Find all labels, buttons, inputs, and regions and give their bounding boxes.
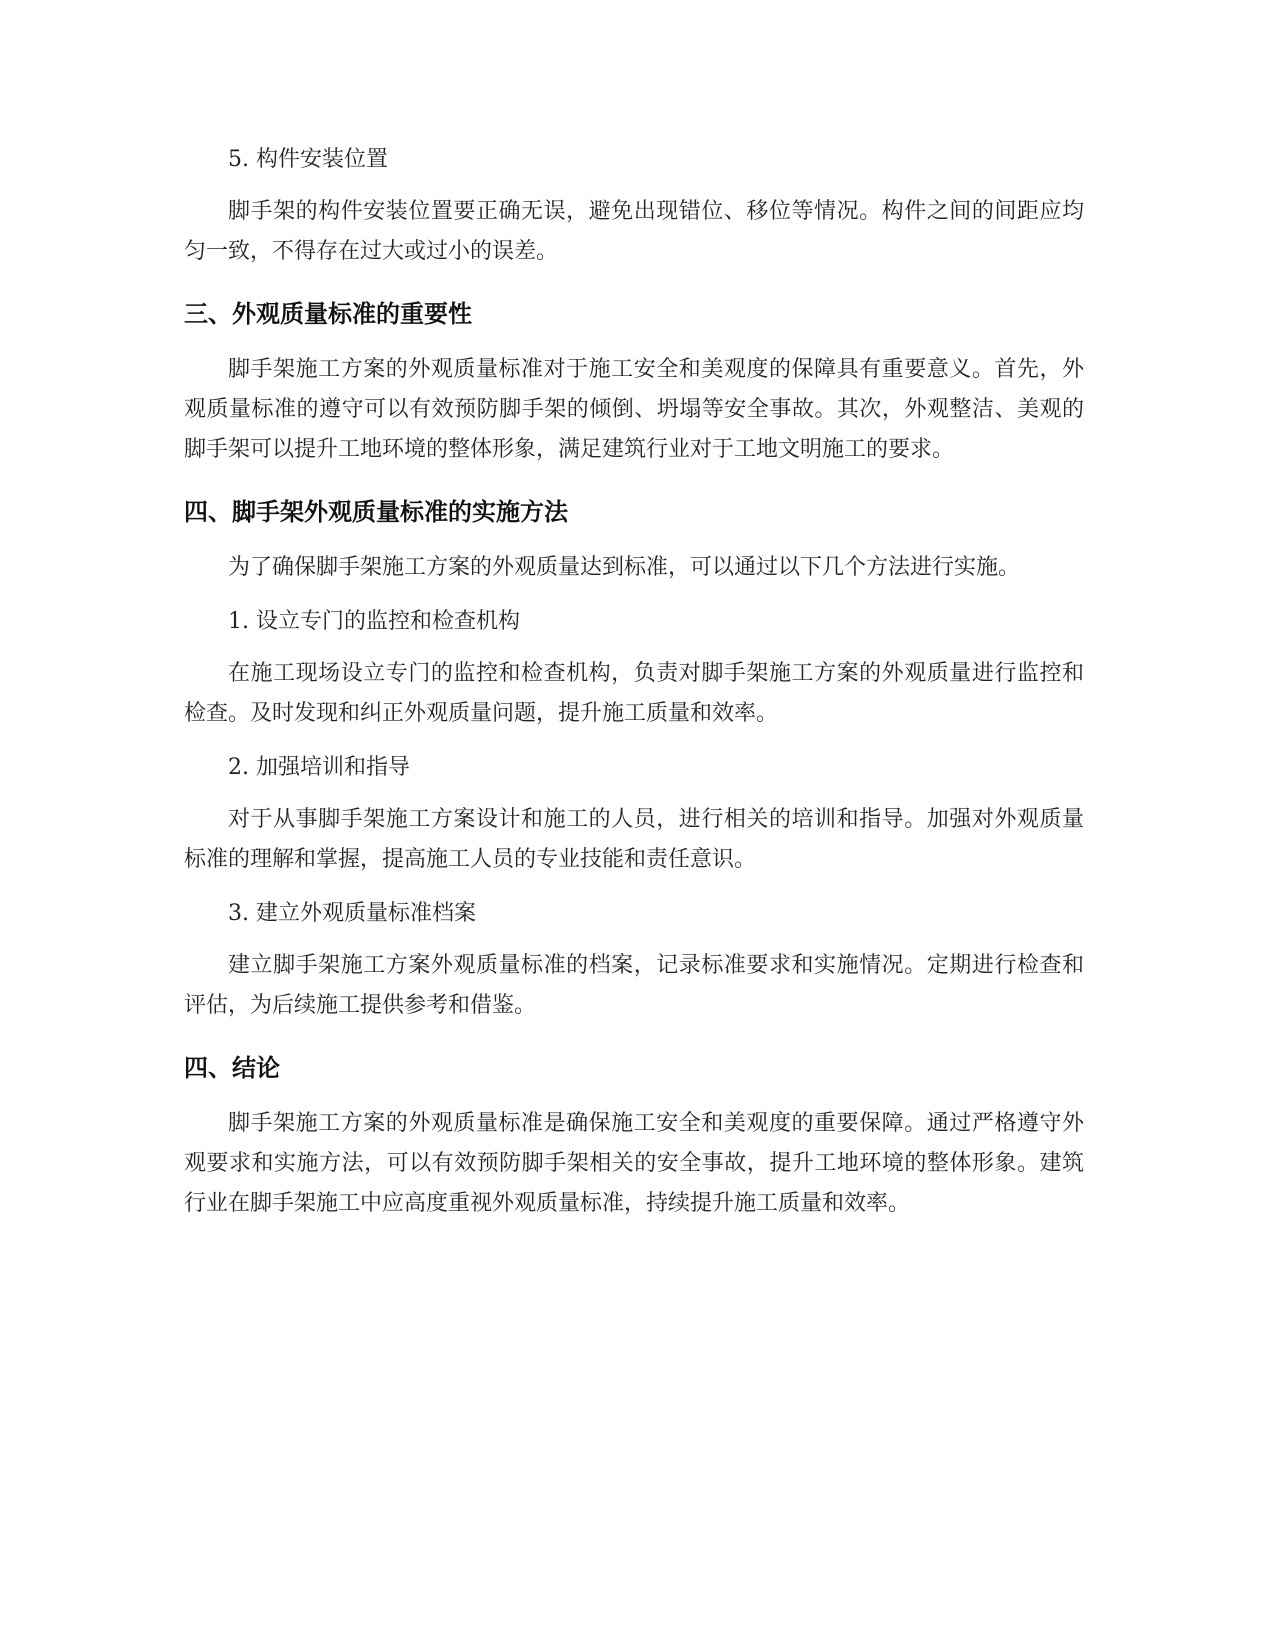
document-body <box>184 140 1084 1238</box>
section-heading-methods: 四、脚手架外观质量标准的实施方法 <box>184 498 568 526</box>
paragraph-training: 对于从事脚手架施工方案设计和施工的人员，进行相关的培训和指导。加强对外观质量标准的理解和掌握，提高施工人员的专业技能和责任意识。 <box>184 807 1084 872</box>
section-heading-importance: 三、外观质量标准的重要性 <box>184 300 472 328</box>
subitem-installation-position: 5. 构件安装位置 <box>228 147 388 172</box>
paragraph-installation-position: 脚手架的构件安装位置要正确无误，避免出现错位、移位等情况。构件之间的间距应均匀一致，不得存在过大或过小的误差。 <box>184 199 1084 264</box>
subitem-monitoring-agency: 1. 设立专门的监控和检查机构 <box>228 609 520 634</box>
subitem-training: 2. 加强培训和指导 <box>228 755 410 780</box>
paragraph-archive: 建立脚手架施工方案外观质量标准的档案，记录标准要求和实施情况。定期进行检查和评估，为后续施工提供参考和借鉴。 <box>184 953 1084 1018</box>
paragraph-methods-intro: 为了确保脚手架施工方案的外观质量达到标准，可以通过以下几个方法进行实施。 <box>228 555 1021 580</box>
paragraph-importance: 脚手架施工方案的外观质量标准对于施工安全和美观度的保障具有重要意义。首先，外观质量标准的遵守可以有效预防脚手架的倾倒、坍塌等安全事故。其次，外观整洁、美观的脚手架可以提升工地环境的整体形象，满足建筑行业对于工地文明施工的要求。 <box>184 357 1084 462</box>
paragraph-conclusion: 脚手架施工方案的外观质量标准是确保施工安全和美观度的重要保障。通过严格遵守外观要求和实施方法，可以有效预防脚手架相关的安全事故，提升工地环境的整体形象。建筑行业在脚手架施工中应高度重视外观质量标准，持续提升施工质量和效率。 <box>184 1111 1084 1216</box>
subitem-archive: 3. 建立外观质量标准档案 <box>228 901 476 926</box>
paragraph-monitoring-agency: 在施工现场设立专门的监控和检查机构，负责对脚手架施工方案的外观质量进行监控和检查。及时发现和纠正外观质量问题，提升施工质量和效率。 <box>184 661 1084 726</box>
section-heading-conclusion: 四、结论 <box>184 1054 280 1082</box>
